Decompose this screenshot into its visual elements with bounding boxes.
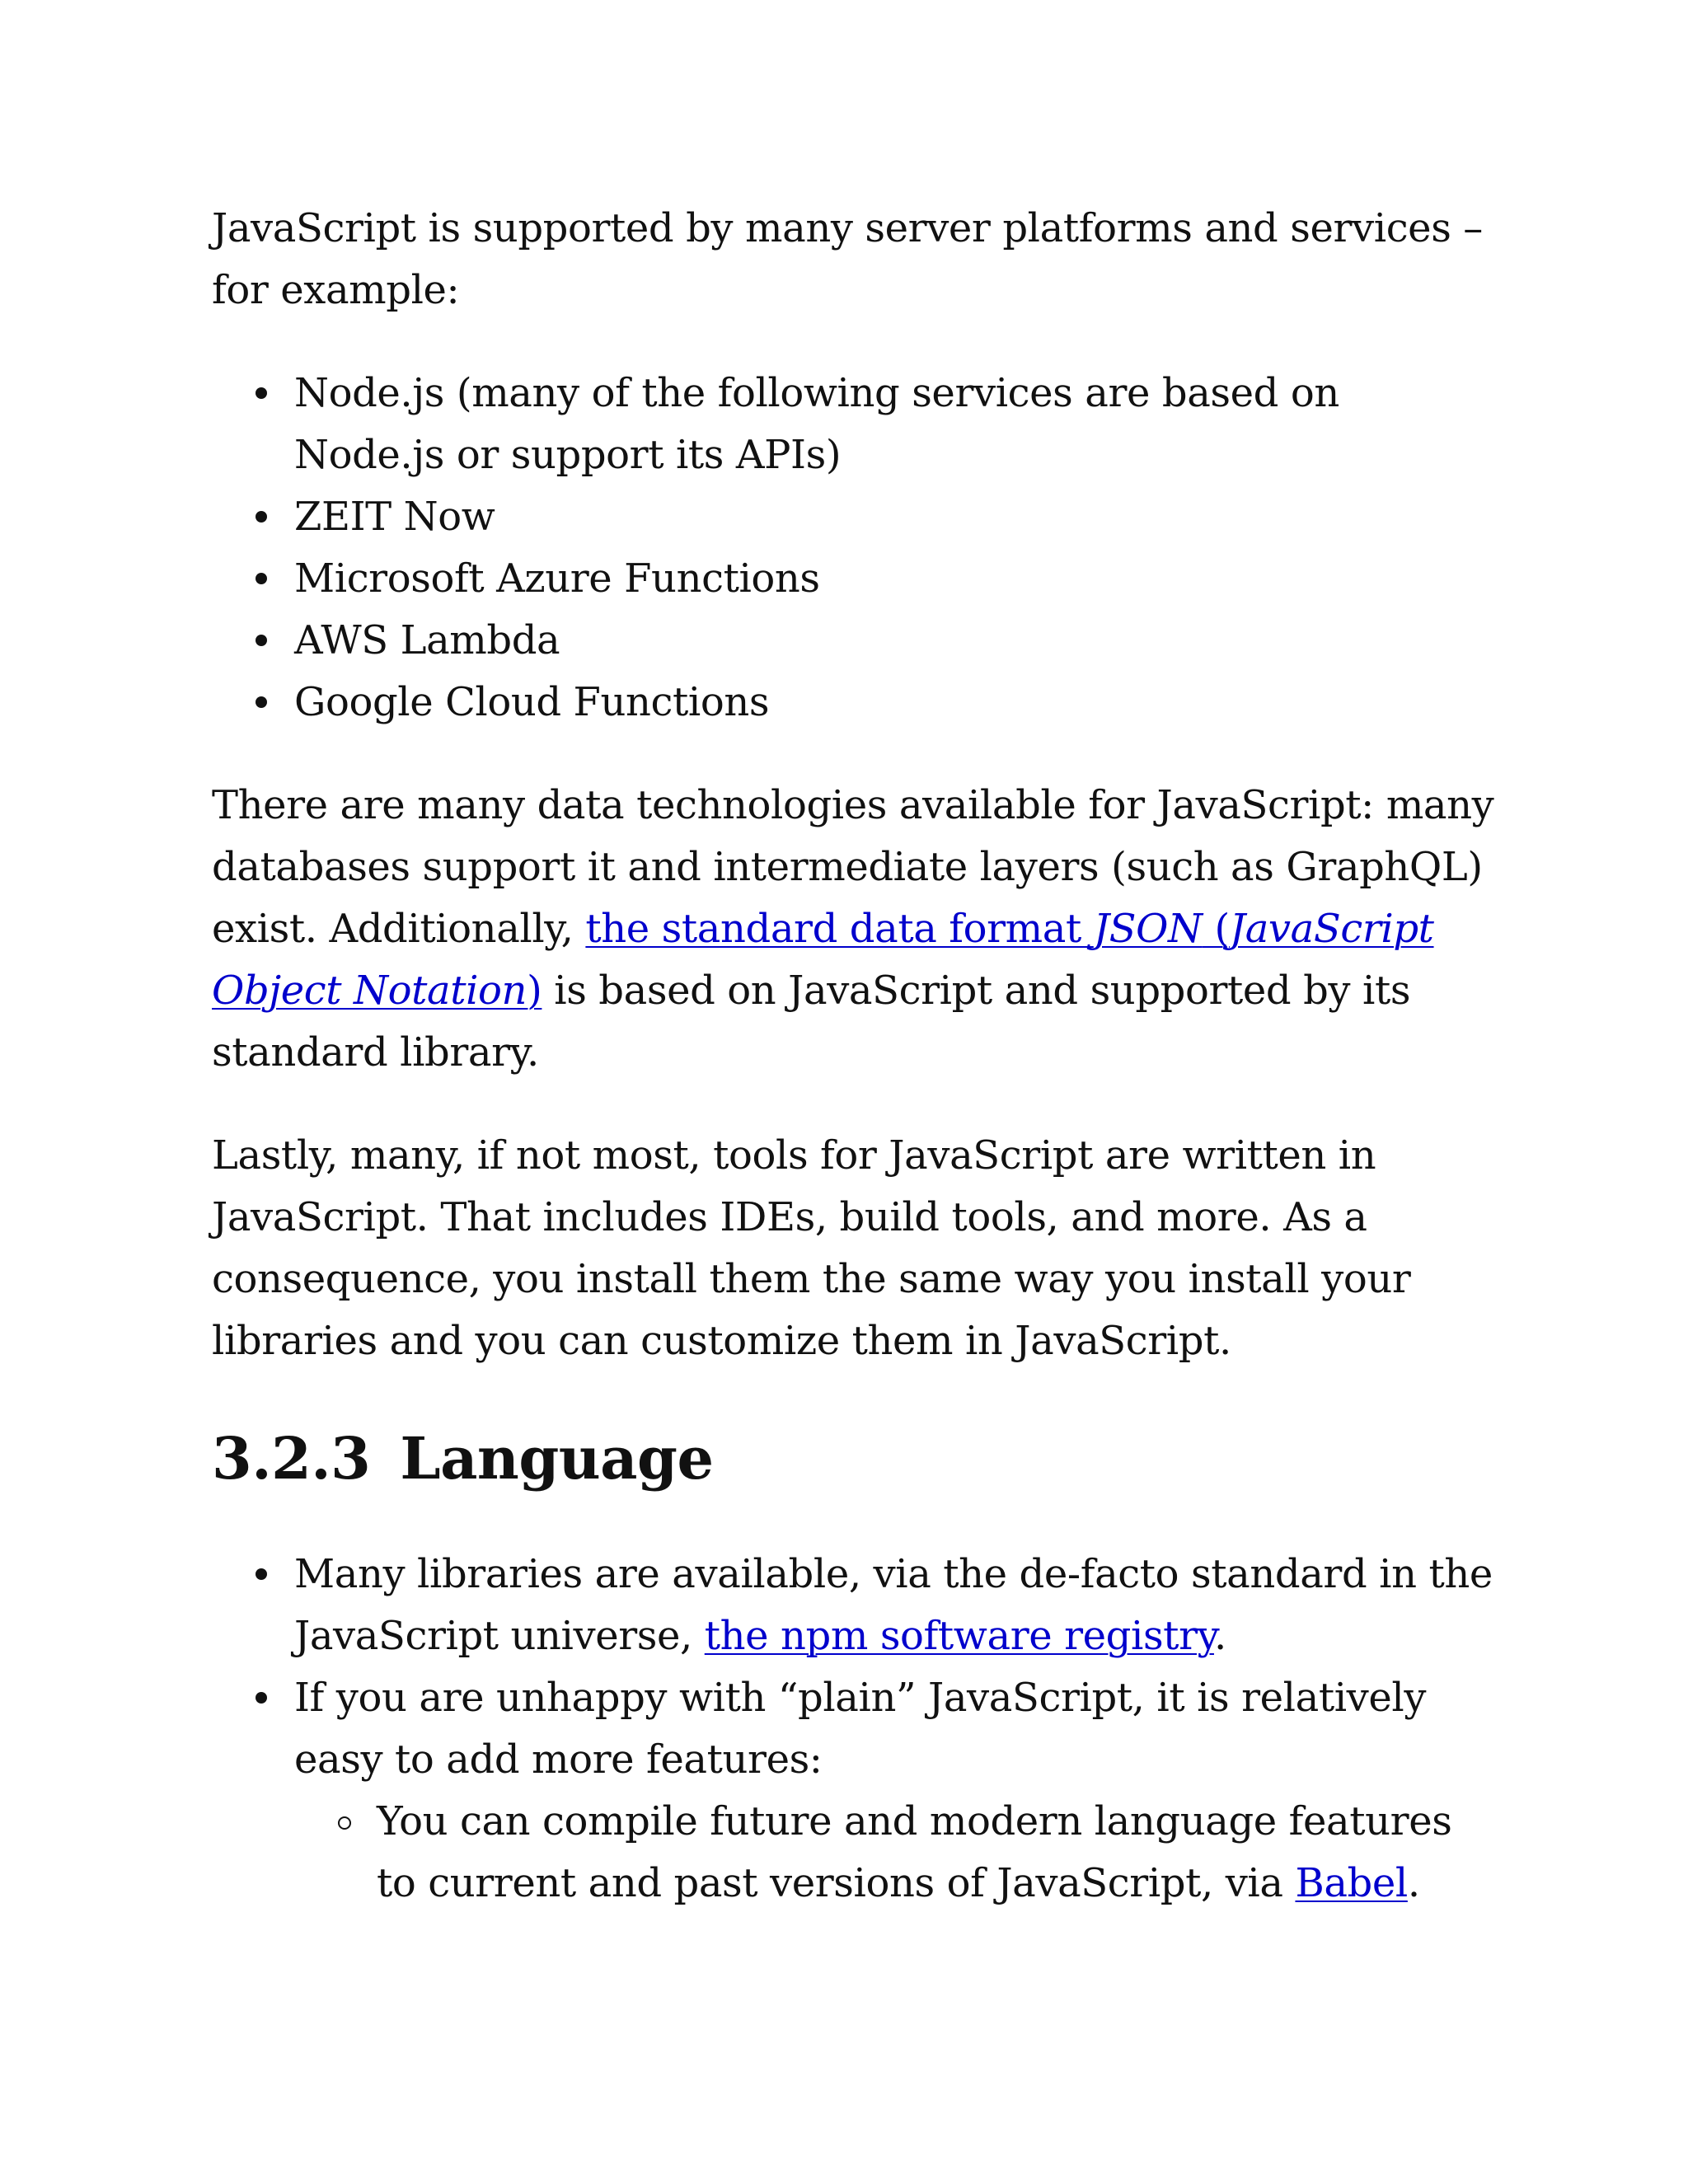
list-item-text: You can compile future and modern language features to current and past versions of JavaScript, via <box>377 1798 1452 1906</box>
link-text: ) <box>527 968 542 1014</box>
list-item-text: . <box>1213 1613 1226 1659</box>
tools-paragraph: Lastly, many, if not most, tools for JavaScript are written in JavaScript. That includes IDEs, build tools, and more. As a consequence, you install them the same way you install your libraries and you can customize them in JavaScript. <box>212 1132 1411 1364</box>
list-item-text: Google Cloud Functions <box>294 679 770 725</box>
list-item <box>294 610 1498 672</box>
link-text: ( <box>1202 906 1230 952</box>
list-item-text: . <box>1407 1860 1420 1906</box>
paragraph-text: is based on JavaScript and supported by its standard library. <box>212 968 1411 1076</box>
list-item <box>294 486 1498 548</box>
babel-link[interactable]: Babel <box>1295 1860 1408 1906</box>
bullet-icon <box>256 1692 267 1704</box>
bullet-icon <box>256 511 267 523</box>
bullet-icon <box>256 696 267 708</box>
list-item <box>294 1544 1498 1667</box>
bullet-icon <box>256 635 267 646</box>
npm-registry-link[interactable]: the npm software registry <box>704 1613 1214 1659</box>
list-item <box>294 548 1498 610</box>
section-title: Language <box>400 1424 714 1493</box>
link-text-italic: JavaScript Object Notation <box>212 906 1434 1014</box>
bullet-icon <box>256 573 267 584</box>
bullet-icon <box>256 1568 267 1580</box>
list-item-text: Many libraries are available, via the de-facto standard in the JavaScript universe, <box>294 1551 1493 1659</box>
list-item <box>294 363 1498 486</box>
intro-paragraph: JavaScript is supported by many server platforms and services – for example: <box>212 205 1483 313</box>
list-item <box>294 672 1498 733</box>
nested-list <box>294 1791 1498 1915</box>
list-item-text: Node.js (many of the following services are based on Node.js or support its APIs) <box>294 370 1339 478</box>
paragraph-text: There are many data technologies available for JavaScript: many databases support it and intermediate layers (such as GraphQL) exist. Additionally, <box>212 782 1494 952</box>
section-number: 3.2.3 <box>212 1424 371 1493</box>
list-item-text: AWS Lambda <box>294 617 560 663</box>
section-heading <box>212 1422 1498 1496</box>
hollow-bullet-icon <box>338 1816 351 1830</box>
list-item-text: ZEIT Now <box>294 494 495 540</box>
nested-list-item <box>377 1791 1498 1915</box>
list-item-text: If you are unhappy with “plain” JavaScript, it is relatively easy to add more features: <box>294 1675 1427 1783</box>
link-text: the standard data format <box>585 906 1094 952</box>
list-item <box>294 1667 1498 1915</box>
document-content <box>212 198 1498 1956</box>
list-item-text: Microsoft Azure Functions <box>294 555 820 602</box>
link-text-italic: JSON <box>1093 906 1203 952</box>
data-technologies-paragraph <box>212 775 1498 1084</box>
platforms-list <box>212 363 1498 733</box>
language-list <box>212 1544 1498 1915</box>
bullet-icon <box>256 387 267 399</box>
